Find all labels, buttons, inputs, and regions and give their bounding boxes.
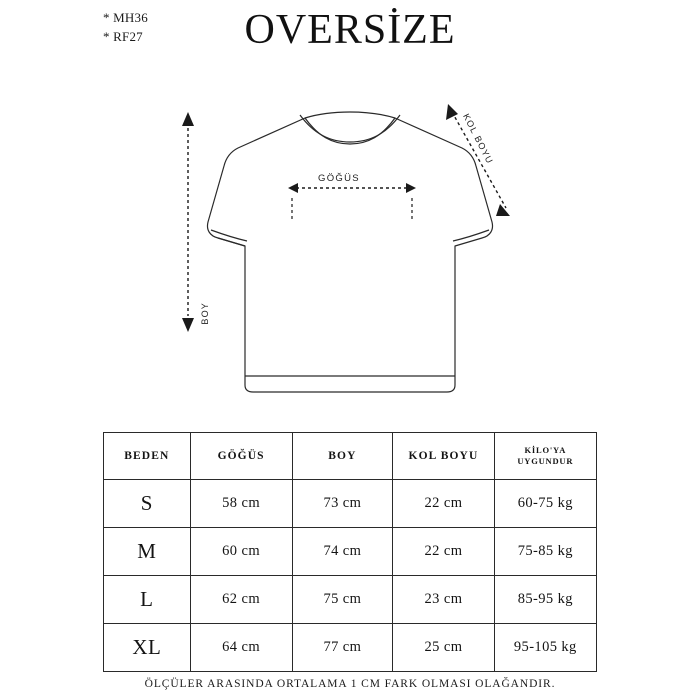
table-row [104, 576, 597, 624]
cell-weight: 85-95 kg [494, 576, 596, 624]
header-weight [494, 433, 596, 480]
header-size: BEDEN [104, 433, 191, 480]
header-sleeve: KOL BOYU [393, 433, 494, 480]
cell-sleeve: 22 cm [393, 528, 494, 576]
footnote: ÖLÇÜLER ARASINDA ORTALAMA 1 CM FARK OLMASI OLAĞANDIR. [144, 678, 556, 690]
cell-size: XL [104, 624, 191, 672]
garment-diagram [0, 70, 700, 415]
chest-measure-arrow [288, 183, 416, 220]
cell-length: 73 cm [292, 480, 393, 528]
cell-chest: 64 cm [190, 624, 292, 672]
cell-size: S [104, 480, 191, 528]
cell-weight: 95-105 kg [494, 624, 596, 672]
tshirt-illustration [0, 70, 700, 415]
cell-length: 74 cm [292, 528, 393, 576]
page-title: OVERSİZE [244, 7, 456, 53]
cell-size: L [104, 576, 191, 624]
sleeve-label: KOL BOYU [461, 112, 496, 166]
tshirt-outline-path [207, 112, 492, 392]
cell-sleeve: 23 cm [393, 576, 494, 624]
cell-chest: 58 cm [190, 480, 292, 528]
table-row [104, 624, 597, 672]
cell-length: 77 cm [292, 624, 393, 672]
size-table [103, 432, 597, 672]
cell-size: M [104, 528, 191, 576]
sleeve-measure-arrow [446, 104, 510, 216]
cell-weight: 75-85 kg [494, 528, 596, 576]
header-weight-line2: UYGUNDUR [517, 456, 574, 466]
product-code-2: * RF27 [103, 29, 143, 44]
cell-chest: 62 cm [190, 576, 292, 624]
size-table-body [104, 480, 597, 672]
cell-weight: 60-75 kg [494, 480, 596, 528]
cell-sleeve: 22 cm [393, 480, 494, 528]
size-table-head [104, 433, 597, 480]
header-chest: GÖĞÜS [190, 433, 292, 480]
cell-sleeve: 25 cm [393, 624, 494, 672]
header-weight-line1: KİLO'YA [524, 445, 567, 455]
header-length: BOY [292, 433, 393, 480]
table-row [104, 528, 597, 576]
table-header-row [104, 433, 597, 480]
length-measure-arrow [182, 112, 194, 332]
length-label: BOY [200, 302, 210, 325]
cell-length: 75 cm [292, 576, 393, 624]
cell-chest: 60 cm [190, 528, 292, 576]
product-code-1: * MH36 [103, 10, 148, 25]
table-row [104, 480, 597, 528]
chest-label: GÖĞÜS [318, 173, 360, 184]
